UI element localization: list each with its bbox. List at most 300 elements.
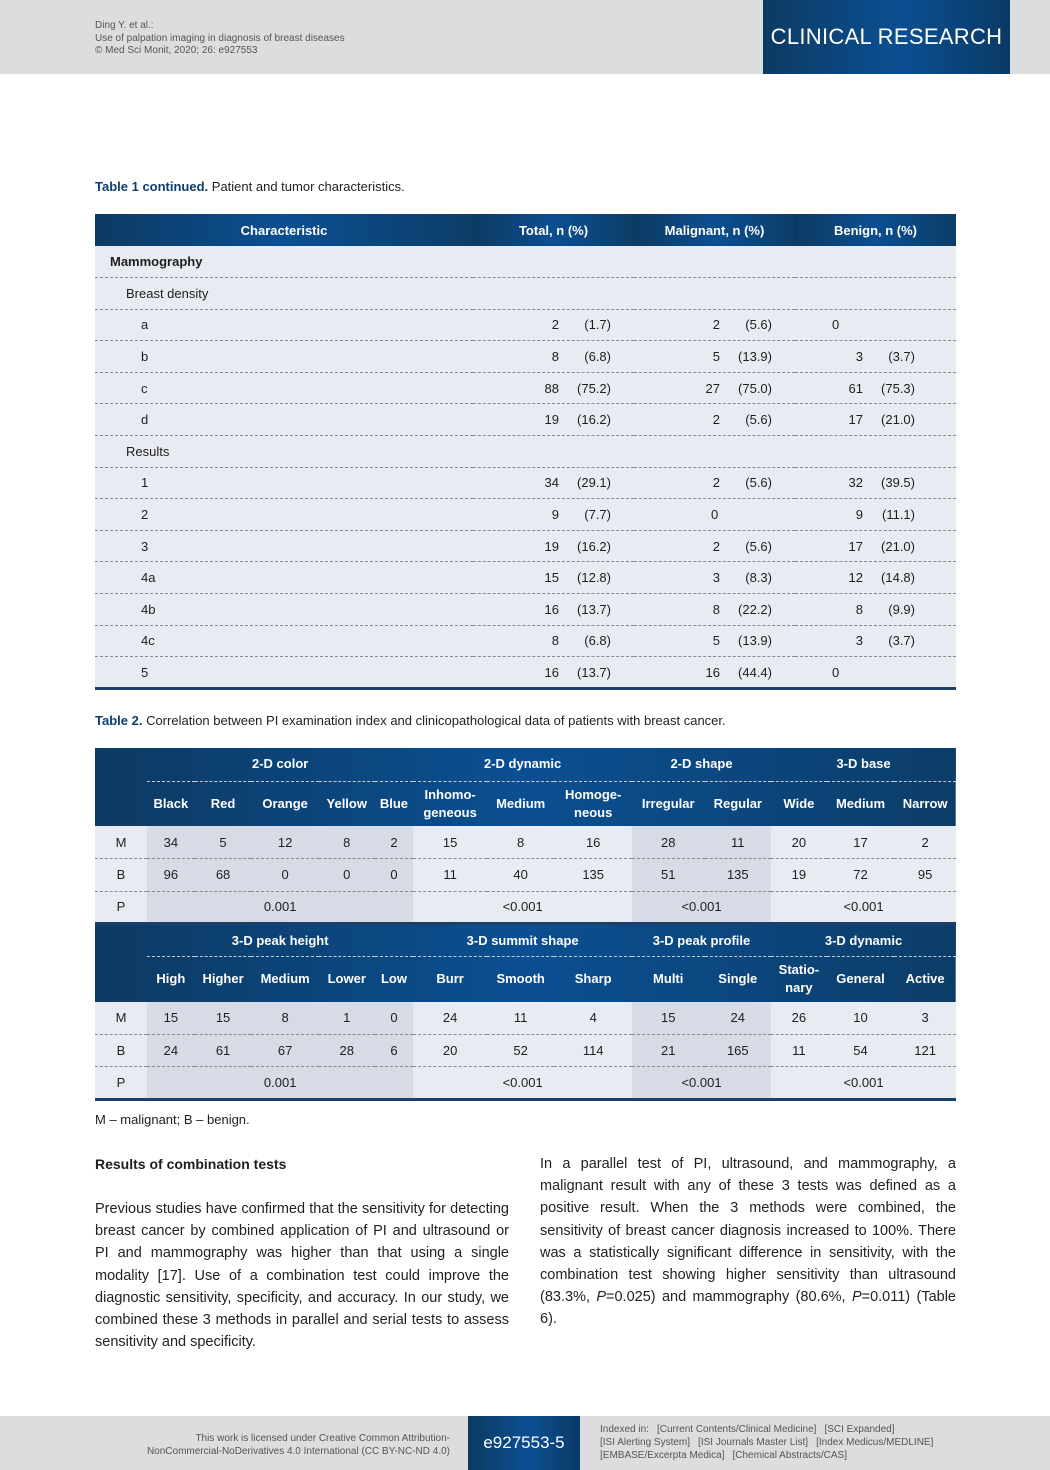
license-text xyxy=(100,1432,450,1458)
count: 88 xyxy=(544,380,559,396)
right-paragraph-part: =0.011) (Table 6). xyxy=(540,1289,956,1328)
percent: (14.8) xyxy=(881,570,915,586)
percent: (21.0) xyxy=(881,412,915,428)
percent: (13.9) xyxy=(738,349,772,365)
value xyxy=(473,570,634,585)
cell-malignant xyxy=(634,625,795,657)
sub-header: Blue xyxy=(379,795,409,811)
cell-value: 10 xyxy=(827,1002,895,1035)
percent: (11.1) xyxy=(882,507,915,523)
table-row xyxy=(95,309,956,341)
cell-benign xyxy=(795,499,956,531)
cell-value: 0 xyxy=(375,1002,414,1035)
sub-header: Single xyxy=(718,971,758,987)
value xyxy=(795,349,956,364)
count: 19 xyxy=(544,412,559,428)
count: 2 xyxy=(712,538,720,554)
table1-col-total: Total, n (%) xyxy=(473,214,634,246)
cell-value: 16 xyxy=(554,826,632,859)
sub-header: Medium xyxy=(835,795,886,811)
cell-malignant xyxy=(634,404,795,436)
value xyxy=(634,633,795,648)
value xyxy=(634,507,795,522)
cell-benign xyxy=(795,436,956,468)
row-label: Mammography xyxy=(95,246,473,278)
table2-footnote: M – malignant; B – benign. xyxy=(95,1112,250,1127)
table2 xyxy=(95,748,956,1101)
row-label: M xyxy=(95,826,147,859)
value xyxy=(634,349,795,364)
group-header: 2-D dynamic xyxy=(413,748,632,781)
cell-benign xyxy=(795,467,956,499)
table-row xyxy=(95,826,956,859)
page-number-badge: e927553-5 xyxy=(468,1416,580,1470)
group-header: 2-D shape xyxy=(632,748,771,781)
sub-header: Medium xyxy=(496,795,546,811)
table-row xyxy=(95,1002,956,1035)
row-label: P xyxy=(95,1067,147,1100)
corner-cell xyxy=(95,781,147,826)
table1-caption-label: Table 1 continued. xyxy=(95,179,209,194)
cell-value: 15 xyxy=(413,826,487,859)
percent: (5.6) xyxy=(745,412,772,428)
cell-value: 68 xyxy=(195,859,252,892)
value xyxy=(634,475,795,490)
table-row xyxy=(95,625,956,657)
sub-header: Lower xyxy=(327,971,366,987)
percent: (75.0) xyxy=(738,380,772,396)
count: 61 xyxy=(848,380,863,396)
cell-value: 28 xyxy=(632,826,705,859)
cell-total xyxy=(473,467,634,499)
value xyxy=(795,539,956,554)
table1-col-benign: Benign, n (%) xyxy=(795,214,956,246)
count: 16 xyxy=(544,601,559,617)
count: 2 xyxy=(551,317,559,333)
cell-value: 61 xyxy=(195,1034,252,1067)
sub-header: Low xyxy=(380,971,407,987)
index-entry: [Chemical Abstracts/CAS] xyxy=(732,1450,847,1461)
p-value-symbol: P xyxy=(851,1289,862,1306)
license-line: NonCommercial-NoDerivatives 4.0 International (CC BY-NC-ND 4.0) xyxy=(146,1446,450,1457)
row-label: 4a xyxy=(95,562,473,594)
group-header: 3-D summit shape xyxy=(413,924,632,957)
cell-value: 2 xyxy=(894,826,956,859)
table-row xyxy=(95,341,956,373)
value xyxy=(795,570,956,585)
count: 15 xyxy=(544,570,559,586)
count: 8 xyxy=(712,601,720,617)
cell-total xyxy=(473,499,634,531)
percent: (9.9) xyxy=(888,601,915,617)
cell-total xyxy=(473,657,634,689)
cell-total xyxy=(473,436,634,468)
cell-value: 8 xyxy=(251,1002,319,1035)
cell-benign xyxy=(795,404,956,436)
value xyxy=(473,381,634,396)
value xyxy=(795,633,956,648)
value xyxy=(473,602,634,617)
cell-value: 20 xyxy=(413,1034,487,1067)
percent: (6.8) xyxy=(584,349,611,365)
row-label: a xyxy=(95,309,473,341)
header-meta xyxy=(95,20,345,58)
cell-value: 0 xyxy=(251,859,319,892)
count: 19 xyxy=(544,538,559,554)
cell-value: 72 xyxy=(827,859,895,892)
table-row xyxy=(95,246,956,278)
cell-total xyxy=(473,562,634,594)
count: 0 xyxy=(832,664,840,680)
cell-value: 54 xyxy=(827,1034,895,1067)
cell-malignant xyxy=(634,436,795,468)
cell-value: 8 xyxy=(487,826,555,859)
value xyxy=(473,412,634,427)
count: 2 xyxy=(712,317,720,333)
percent: (3.7) xyxy=(888,633,915,649)
cell-malignant xyxy=(634,309,795,341)
count: 2 xyxy=(712,475,720,491)
sub-header-row xyxy=(95,957,956,1002)
cell-malignant xyxy=(634,341,795,373)
value xyxy=(634,317,795,332)
sub-header-row xyxy=(95,781,956,826)
row-label: Results xyxy=(95,436,473,468)
value xyxy=(473,317,634,332)
row-label: 2 xyxy=(95,499,473,531)
table-row xyxy=(95,859,956,892)
cell-benign xyxy=(795,246,956,278)
p-value: <0.001 xyxy=(413,1067,632,1100)
cell-benign xyxy=(795,562,956,594)
corner-cell xyxy=(95,924,147,957)
cell-value: 2 xyxy=(375,826,414,859)
p-value: 0.001 xyxy=(147,1067,413,1100)
right-paragraph-part: =0.025) and mammography (80.6%, xyxy=(606,1289,852,1306)
table-row xyxy=(95,436,956,468)
cell-value: 51 xyxy=(632,859,705,892)
cell-total xyxy=(473,530,634,562)
cell-value: 52 xyxy=(487,1034,555,1067)
count: 8 xyxy=(551,349,559,365)
cell-value: 4 xyxy=(554,1002,632,1035)
percent: (16.2) xyxy=(577,538,611,554)
cell-malignant xyxy=(634,499,795,531)
cell-total xyxy=(473,594,634,626)
percent: (5.6) xyxy=(745,317,772,333)
row-label: Breast density xyxy=(95,278,473,310)
value xyxy=(473,539,634,554)
value xyxy=(473,665,634,680)
row-label: 1 xyxy=(95,467,473,499)
table-row xyxy=(95,657,956,689)
cell-malignant xyxy=(634,372,795,404)
table-row xyxy=(95,562,956,594)
cell-value: 95 xyxy=(894,859,956,892)
cell-value: 0 xyxy=(375,859,414,892)
group-header-row xyxy=(95,924,956,957)
corner-cell xyxy=(95,957,147,1002)
cell-malignant xyxy=(634,530,795,562)
right-paragraph xyxy=(540,1153,956,1331)
percent: (39.5) xyxy=(881,475,915,491)
sub-header: Narrow xyxy=(902,795,948,811)
count: 16 xyxy=(544,664,559,680)
header-article-title: Use of palpation imaging in diagnosis of breast diseases xyxy=(95,32,345,44)
value xyxy=(795,665,956,680)
count: 5 xyxy=(712,349,720,365)
cell-total xyxy=(473,309,634,341)
cell-malignant xyxy=(634,278,795,310)
p-value: <0.001 xyxy=(632,891,771,924)
cell-value: 20 xyxy=(771,826,827,859)
sub-header: Wide xyxy=(783,795,815,811)
cell-malignant xyxy=(634,594,795,626)
sub-header: Irregular xyxy=(641,795,695,811)
count: 17 xyxy=(848,412,863,428)
cell-total xyxy=(473,625,634,657)
cell-value: 114 xyxy=(554,1034,632,1067)
sub-header: Smooth xyxy=(496,971,545,987)
cell-benign xyxy=(795,278,956,310)
row-label: d xyxy=(95,404,473,436)
value xyxy=(795,412,956,427)
index-entry: [ISI Journals Master List] xyxy=(698,1437,809,1448)
count: 3 xyxy=(855,633,863,649)
value xyxy=(634,665,795,680)
table1-header-row xyxy=(95,214,956,246)
cell-value: 34 xyxy=(147,826,195,859)
sub-header: Burr xyxy=(436,971,464,987)
cell-total xyxy=(473,341,634,373)
percent: (44.4) xyxy=(738,664,772,680)
cell-value: 0 xyxy=(319,859,375,892)
row-label: 5 xyxy=(95,657,473,689)
p-value-row xyxy=(95,1067,956,1100)
index-entry: [SCI Expanded] xyxy=(824,1424,895,1435)
cell-malignant xyxy=(634,562,795,594)
cell-value: 19 xyxy=(771,859,827,892)
sub-header: Multi xyxy=(653,971,684,987)
value xyxy=(473,349,634,364)
count: 5 xyxy=(712,633,720,649)
cell-malignant xyxy=(634,246,795,278)
sub-header: High xyxy=(156,971,186,987)
row-label: 3 xyxy=(95,530,473,562)
cell-benign xyxy=(795,309,956,341)
index-entry: [Current Contents/Clinical Medicine] xyxy=(656,1424,817,1435)
cell-benign xyxy=(795,530,956,562)
sub-header: Black xyxy=(153,795,189,811)
value xyxy=(473,633,634,648)
p-value: <0.001 xyxy=(632,1067,771,1100)
cell-value: 121 xyxy=(894,1034,956,1067)
index-entry: [Index Medicus/MEDLINE] xyxy=(816,1437,934,1448)
percent: (22.2) xyxy=(738,601,772,617)
index-entry: [EMBASE/Excerpta Medica] xyxy=(600,1450,725,1461)
count: 8 xyxy=(551,633,559,649)
cell-value: 24 xyxy=(147,1034,195,1067)
row-label: 4c xyxy=(95,625,473,657)
row-label: B xyxy=(95,1034,147,1067)
p-value-row xyxy=(95,891,956,924)
count: 8 xyxy=(855,601,863,617)
table1-body xyxy=(95,246,956,688)
sub-header: Red xyxy=(210,795,236,811)
group-header: 3-D base xyxy=(771,748,956,781)
sub-header: Medium xyxy=(260,971,310,987)
cell-value: 11 xyxy=(487,1002,555,1035)
table1-col-malignant: Malignant, n (%) xyxy=(634,214,795,246)
percent: (7.7) xyxy=(584,507,611,523)
percent: (13.7) xyxy=(577,664,611,680)
count: 12 xyxy=(848,570,863,586)
row-label: c xyxy=(95,372,473,404)
value xyxy=(795,381,956,396)
row-label: b xyxy=(95,341,473,373)
row-label: P xyxy=(95,891,147,924)
indexed-label: Indexed in: xyxy=(600,1424,649,1435)
sub-header: Higher xyxy=(202,971,244,987)
count: 0 xyxy=(832,317,840,333)
value xyxy=(795,602,956,617)
cell-value: 135 xyxy=(705,859,772,892)
cell-malignant xyxy=(634,467,795,499)
percent: (5.6) xyxy=(745,538,772,554)
left-paragraph: Previous studies have confirmed that the sensitivity for detecting breast cancer by combined application of PI and ultrasound or PI and mammography was higher than that using a single modality [17]. Use of a combination test could improve the diagnostic sensitivity, specificity, and accuracy. In our study, we combined these 3 methods in parallel and serial tests to assess sensitivity and specificity. xyxy=(95,1201,509,1351)
percent: (13.7) xyxy=(577,601,611,617)
group-header: 3-D peak profile xyxy=(632,924,771,957)
p-value: 0.001 xyxy=(147,891,413,924)
cell-value: 15 xyxy=(195,1002,252,1035)
cell-total xyxy=(473,404,634,436)
cell-value: 24 xyxy=(705,1002,772,1035)
value xyxy=(634,539,795,554)
cell-malignant xyxy=(634,657,795,689)
table1-col-characteristic: Characteristic xyxy=(95,214,473,246)
cell-value: 15 xyxy=(147,1002,195,1035)
cell-value: 12 xyxy=(251,826,319,859)
cell-total xyxy=(473,278,634,310)
value xyxy=(473,475,634,490)
cell-value: 24 xyxy=(413,1002,487,1035)
count: 9 xyxy=(551,507,559,523)
page-header xyxy=(0,0,1050,74)
count: 2 xyxy=(712,412,720,428)
corner-cell xyxy=(95,748,147,781)
indexed-in xyxy=(600,1423,1040,1462)
sub-header: Orange xyxy=(262,795,308,811)
row-label: B xyxy=(95,859,147,892)
group-header: 3-D peak height xyxy=(147,924,413,957)
table-row xyxy=(95,499,956,531)
cell-total xyxy=(473,372,634,404)
value xyxy=(634,570,795,585)
sub-header: Regular xyxy=(713,795,762,811)
count: 16 xyxy=(705,664,720,680)
row-label: M xyxy=(95,1002,147,1035)
table-row xyxy=(95,1034,956,1067)
sub-header: Active xyxy=(905,971,945,987)
license-line: This work is licensed under Creative Common Attribution- xyxy=(195,1433,450,1444)
group-header: 3-D dynamic xyxy=(771,924,956,957)
table1-caption xyxy=(95,179,405,194)
right-paragraph-part: In a parallel test of PI, ultrasound, and mammography, a malignant result with any of these 3 tests was defined as a positive result. When the 3 methods were combined, the sensitivity of breast cancer diagnosis increased to 100%. There was a statistically significant difference in sensitivity, with the combination test showing higher sensitivity than ultrasound (83.3%, xyxy=(540,1156,956,1306)
page-footer xyxy=(0,1416,1050,1470)
header-authors: Ding Y. et al.: xyxy=(95,20,154,31)
count: 0 xyxy=(711,507,719,523)
value xyxy=(795,317,956,332)
sub-header: General xyxy=(836,971,885,987)
section-title: Results of combination tests xyxy=(95,1156,287,1172)
percent: (12.8) xyxy=(577,570,611,586)
percent: (1.7) xyxy=(584,317,611,333)
cell-benign xyxy=(795,594,956,626)
cell-value: 1 xyxy=(319,1002,375,1035)
count: 3 xyxy=(712,570,720,586)
group-header-row xyxy=(95,748,956,781)
value xyxy=(634,381,795,396)
cell-benign xyxy=(795,341,956,373)
percent: (6.8) xyxy=(584,633,611,649)
table-row xyxy=(95,372,956,404)
p-value: <0.001 xyxy=(771,1067,956,1100)
cell-benign xyxy=(795,625,956,657)
cell-value: 96 xyxy=(147,859,195,892)
percent: (75.2) xyxy=(577,380,611,396)
percent: (75.3) xyxy=(881,380,915,396)
cell-value: 21 xyxy=(632,1034,705,1067)
percent: (21.0) xyxy=(881,538,915,554)
table2-caption-text: Correlation between PI examination index and clinicopathological data of patients with breast cancer. xyxy=(142,713,726,728)
cell-value: 67 xyxy=(251,1034,319,1067)
cell-value: 11 xyxy=(705,826,772,859)
value xyxy=(634,412,795,427)
cell-value: 26 xyxy=(771,1002,827,1035)
cell-value: 15 xyxy=(632,1002,705,1035)
sub-header: Inhomo- geneous xyxy=(423,786,477,820)
cell-value: 11 xyxy=(413,859,487,892)
cell-value: 8 xyxy=(319,826,375,859)
count: 32 xyxy=(848,475,863,491)
table1-caption-text: Patient and tumor characteristics. xyxy=(208,179,405,194)
count: 3 xyxy=(855,349,863,365)
p-value: <0.001 xyxy=(413,891,632,924)
p-value: <0.001 xyxy=(771,891,956,924)
percent: (13.9) xyxy=(738,633,772,649)
header-citation: © Med Sci Monit, 2020; 26: e927553 xyxy=(95,45,258,56)
percent: (16.2) xyxy=(577,412,611,428)
p-value-symbol: P xyxy=(596,1289,607,1306)
sub-header: Homoge- neous xyxy=(565,786,622,820)
count: 9 xyxy=(855,507,863,523)
table-row xyxy=(95,467,956,499)
table2-caption xyxy=(95,713,726,728)
table1 xyxy=(95,214,956,690)
cell-value: 135 xyxy=(554,859,632,892)
cell-value: 165 xyxy=(705,1034,772,1067)
percent: (5.6) xyxy=(745,475,772,491)
section-badge: CLINICAL RESEARCH xyxy=(763,0,1010,74)
sub-header: Yellow xyxy=(326,795,367,811)
count: 34 xyxy=(544,475,559,491)
value xyxy=(795,507,956,522)
table-row xyxy=(95,530,956,562)
cell-total xyxy=(473,246,634,278)
cell-value: 17 xyxy=(827,826,895,859)
table-row xyxy=(95,594,956,626)
cell-value: 28 xyxy=(319,1034,375,1067)
